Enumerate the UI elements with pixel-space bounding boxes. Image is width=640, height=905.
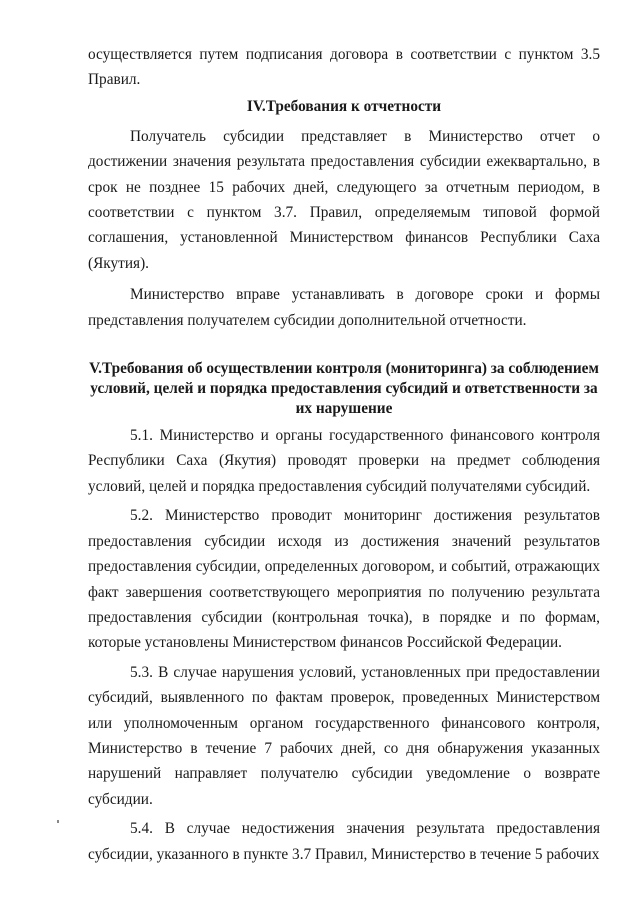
- paragraph-5-1: 5.1. Министерство и органы государственного финансового контроля Республики Саха (Якутия) проводят проверки на предмет соблюдения условий, целей и порядка предоставления субсидий получателями субсидий.: [88, 427, 600, 495]
- paragraph-5-3: 5.3. В случае нарушения условий, установленных при предоставлении субсидий, выявленного по фактам проверок, проведенных Министерством или уполномоченным органом государственного финансового контроля, Министерство в течение 7 рабочих дней, со дня обнаружения указанных нарушений направляет получателю субсидии уведомление о возврате субсидии.: [88, 663, 600, 808]
- section-4-heading: IV.Требования к отчетности: [246, 97, 442, 115]
- paragraph-5-4: 5.4. В случае недостижения значения результата предоставления субсидии, указанного в пункте 3.7 Правил, Министерство в течение 5 рабочих: [88, 820, 600, 863]
- paragraph-reporting-2: Министерство вправе устанавливать в договоре сроки и формы представления получателем субсидии дополнительной отчетности.: [88, 286, 600, 329]
- document-body: [88, 42, 600, 867]
- paragraph-continuation: осуществляется путем подписания договора в соответствии с пунктом 3.5 Правил.: [88, 46, 600, 89]
- section-5-heading: V.Требования об осуществлении контроля (мониторинга) за соблюдением условий, целей и порядка предоставления субсидий и ответственности за их нарушение: [89, 360, 599, 418]
- paragraph-5-2: 5.2. Министерство проводит мониторинг достижения результатов предоставления субсидии исходя из достижения значений результатов предоставления субсидии, определенных договором, и событий, отражающих факт завершения соответствующего мероприятия по получению результата предоставления субсидии (контрольная точка), в порядке и по формам, которые установлены Министерством финансов Российской Федерации.: [88, 507, 600, 652]
- paragraph-reporting-1: Получатель субсидии представляет в Министерство отчет о достижении значения результата предоставления субсидии ежеквартально, в срок не позднее 15 рабочих дней, следующего за отчетным периодом, в соответствии с пунктом 3.7. Правил, определяемым типовой формой соглашения, установленной Министерством финансов Республики Саха (Якутия).: [88, 127, 600, 272]
- scan-speck: [57, 820, 59, 823]
